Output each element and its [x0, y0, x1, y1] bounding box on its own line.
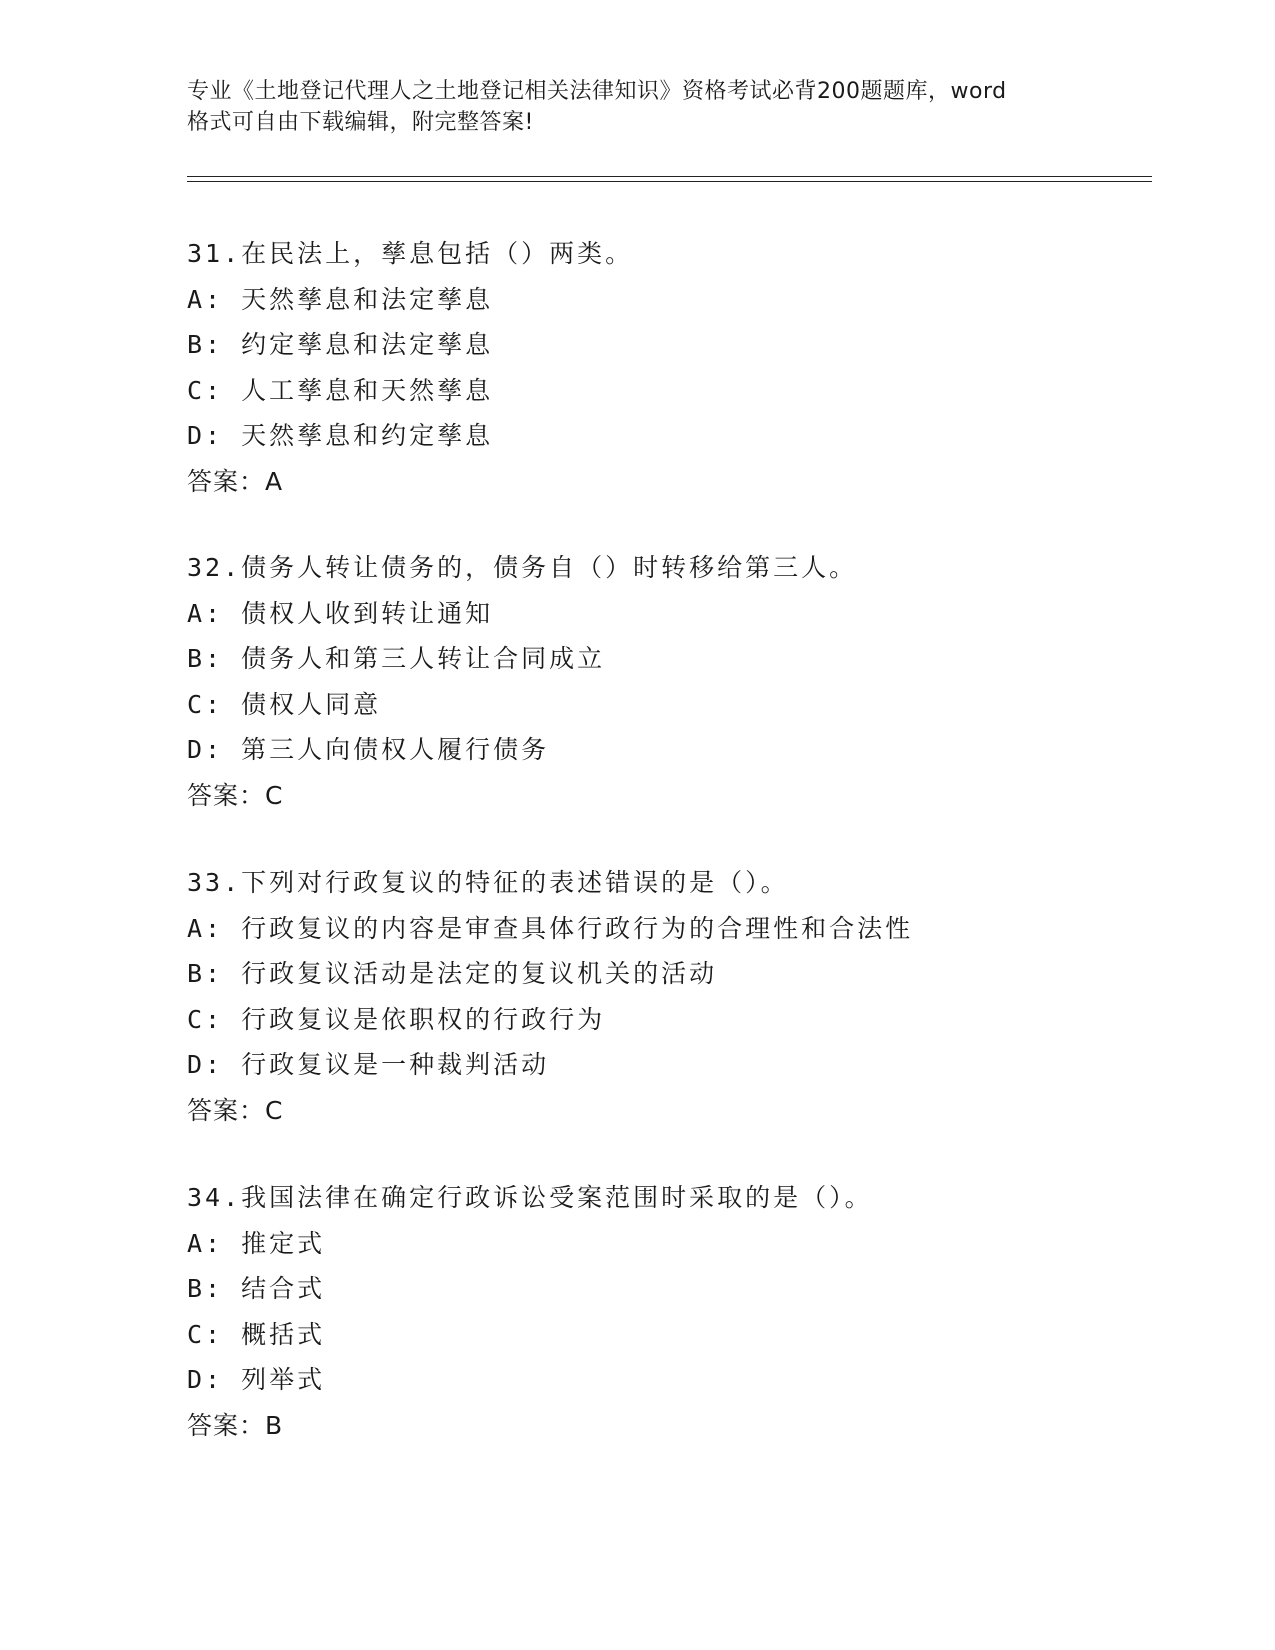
question-stem: 33.下列对行政复议的特征的表述错误的是（）。 — [187, 868, 789, 897]
option-a: A: 天然孳息和法定孳息 — [187, 284, 494, 314]
question-33 — [187, 860, 1187, 1133]
document-header — [187, 76, 1087, 138]
answer-label: 答案：A — [187, 466, 284, 496]
option-b: B: 行政复议活动是法定的复议机关的活动 — [187, 959, 718, 988]
question-32 — [187, 545, 1187, 818]
header-divider-bottom — [187, 181, 1152, 182]
option-d: D: 第三人向债权人履行债务 — [187, 735, 550, 764]
header-line-2: 格式可自由下载编辑，附完整答案! — [187, 110, 534, 135]
option-d: D: 列举式 — [187, 1365, 326, 1394]
question-31 — [187, 231, 1187, 504]
option-b: B: 约定孳息和法定孳息 — [187, 330, 494, 359]
answer-label: 答案：C — [187, 780, 284, 810]
option-c: C: 债权人同意 — [187, 689, 382, 719]
option-b: B: 债务人和第三人转让合同成立 — [187, 644, 606, 673]
question-stem: 34.我国法律在确定行政诉讼受案范围时采取的是（）。 — [187, 1183, 873, 1212]
question-stem: 32.债务人转让债务的，债务自（）时转移给第三人。 — [187, 553, 858, 582]
option-d: D: 天然孳息和约定孳息 — [187, 421, 494, 450]
option-a: A: 债权人收到转让通知 — [187, 598, 494, 628]
answer-label: 答案：C — [187, 1095, 284, 1125]
header-line-1: 专业《土地登记代理人之土地登记相关法律知识》资格考试必背200题题库，word — [187, 79, 1007, 104]
option-b: B: 结合式 — [187, 1274, 326, 1303]
option-c: C: 行政复议是依职权的行政行为 — [187, 1004, 606, 1034]
option-a: A: 行政复议的内容是审查具体行政行为的合理性和合法性 — [187, 913, 914, 943]
option-c: C: 人工孳息和天然孳息 — [187, 375, 494, 405]
answer-label: 答案：B — [187, 1410, 284, 1440]
question-stem: 31.在民法上，孳息包括（）两类。 — [187, 239, 634, 268]
header-divider-top — [187, 176, 1152, 177]
option-d: D: 行政复议是一种裁判活动 — [187, 1050, 550, 1079]
question-34 — [187, 1175, 1187, 1448]
option-c: C: 概括式 — [187, 1319, 326, 1349]
option-a: A: 推定式 — [187, 1228, 326, 1258]
